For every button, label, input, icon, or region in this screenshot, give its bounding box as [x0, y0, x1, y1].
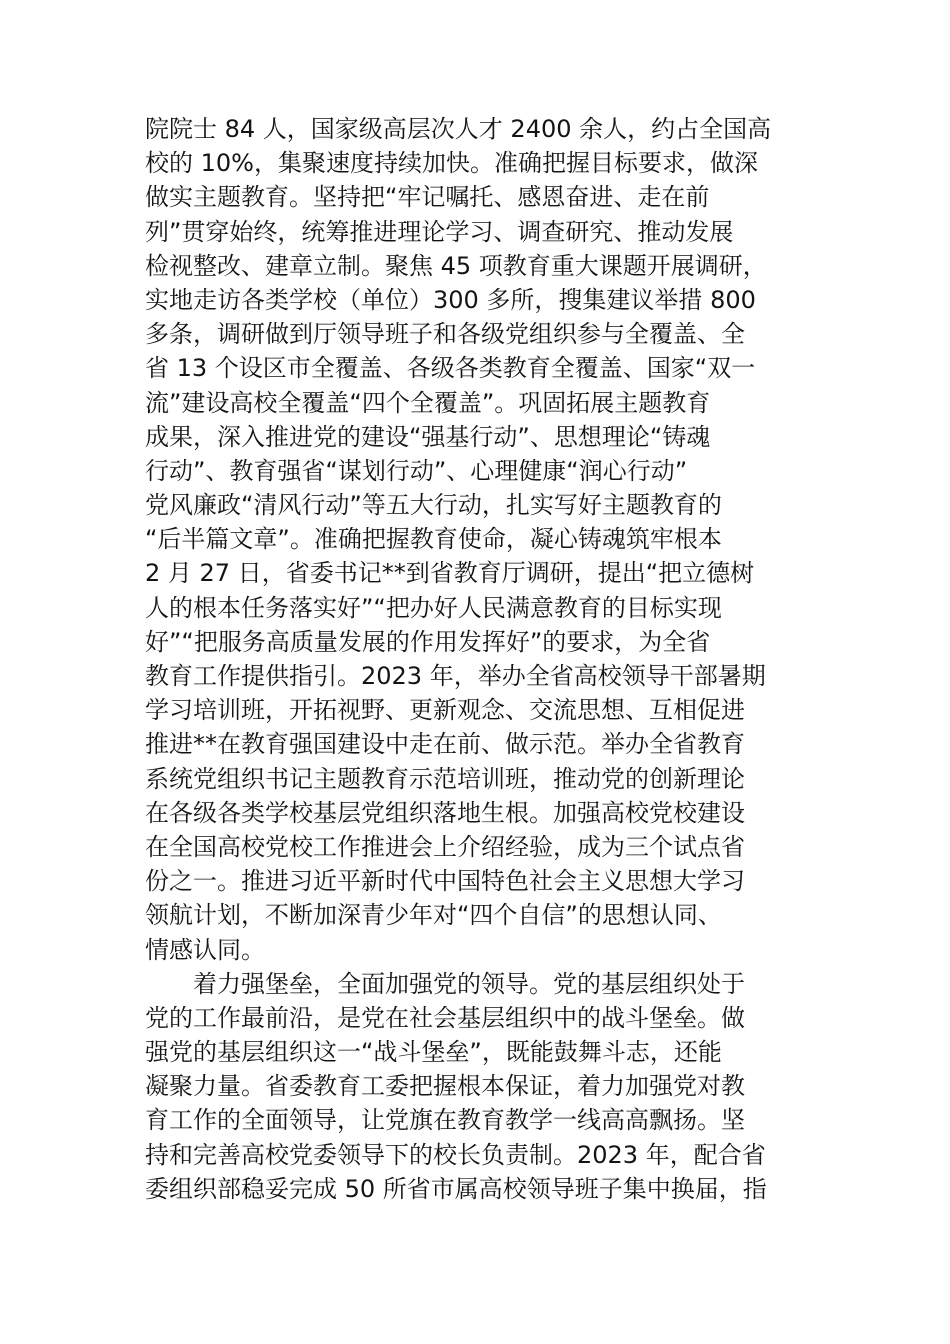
text-line: 在全国高校党校工作推进会上介绍经验，成为三个试点省: [145, 832, 745, 861]
text-line: 学习培训班，开拓视野、更新观念、交流思想、互相促进: [145, 696, 745, 725]
text-line: 领航计划，不断加深青少年对“四个自信”的思想认同、: [145, 901, 722, 930]
text-line: 情感认同。: [145, 935, 265, 964]
text-line: 校的 10%，集聚速度持续加快。准确把握目标要求，做深: [145, 149, 758, 178]
text-line: 持和完善高校党委领导下的校长负责制。2023 年，配合省: [145, 1140, 766, 1169]
text-line: 成果，深入推进党的建设“强基行动”、思想理论“铸魂: [145, 422, 711, 451]
text-line: 列”贯穿始终，统筹推进理论学习、调查研究、推动发展: [145, 217, 734, 246]
text-line: 2 月 27 日，省委书记**到省教育厅调研，提出“把立德树: [145, 559, 755, 588]
text-line: 党的工作最前沿，是党在社会基层组织中的战斗堡垒。做: [145, 1003, 745, 1032]
text-line: 人的根本任务落实好”“把办好人民满意教育的目标实现: [145, 593, 722, 622]
text-line: 流”建设高校全覆盖“四个全覆盖”。巩固拓展主题教育: [145, 388, 711, 417]
text-line: 凝聚力量。省委教育工委把握根本保证，着力加强党对教: [145, 1072, 745, 1101]
text-line: 教育工作提供指引。2023 年，举办全省高校领导干部暑期: [145, 662, 766, 690]
text-line: 党风廉政“清风行动”等五大行动，扎实写好主题教育的: [145, 491, 722, 520]
text-line: “后半篇文章”。准确把握教育使命，凝心铸魂筑牢根本: [145, 525, 722, 554]
text-line: 做实主题教育。坚持把“牢记嘱托、感恩奋进、走在前: [145, 183, 710, 212]
text-line: 好”“把服务高质量发展的作用发挥好”的要求，为全省: [145, 627, 711, 656]
text-line: 份之一。推进习近平新时代中国特色社会主义思想大学习: [145, 867, 745, 896]
text-line: 委组织部稳妥完成 50 所省市属高校领导班子集中换届，指: [145, 1174, 767, 1203]
text-line: 在各级各类学校基层党组织落地生根。加强高校党校建设: [145, 798, 745, 827]
text-line: 院院士 84 人，国家级高层次人才 2400 余人，约占全国高: [145, 115, 772, 143]
text-line: 省 13 个设区市全覆盖、各级各类教育全覆盖、国家“双一: [145, 354, 756, 383]
text-line: 多条，调研做到厅领导班子和各级党组织参与全覆盖、全: [145, 320, 745, 349]
text-line: 实地走访各类学校（单位）300 多所，搜集建议举措 800: [145, 285, 756, 314]
text-line: 强党的基层组织这一“战斗堡垒”，既能鼓舞斗志，还能: [145, 1038, 722, 1067]
text-line: 推进**在教育强国建设中走在前、做示范。举办全省教育: [145, 730, 745, 759]
text-line: 着力强堡垒，全面加强党的领导。党的基层组织处于: [145, 969, 745, 998]
text-line: 行动”、教育强省“谋划行动”、心理健康“润心行动”: [145, 456, 688, 485]
text-line: 育工作的全面领导，让党旗在教育教学一线高高飘扬。坚: [145, 1106, 745, 1135]
body-text: [145, 112, 815, 1206]
text-line: 检视整改、建章立制。聚焦 45 项教育重大课题开展调研，: [145, 251, 767, 280]
text-line: 系统党组织书记主题教育示范培训班，推动党的创新理论: [145, 764, 745, 793]
